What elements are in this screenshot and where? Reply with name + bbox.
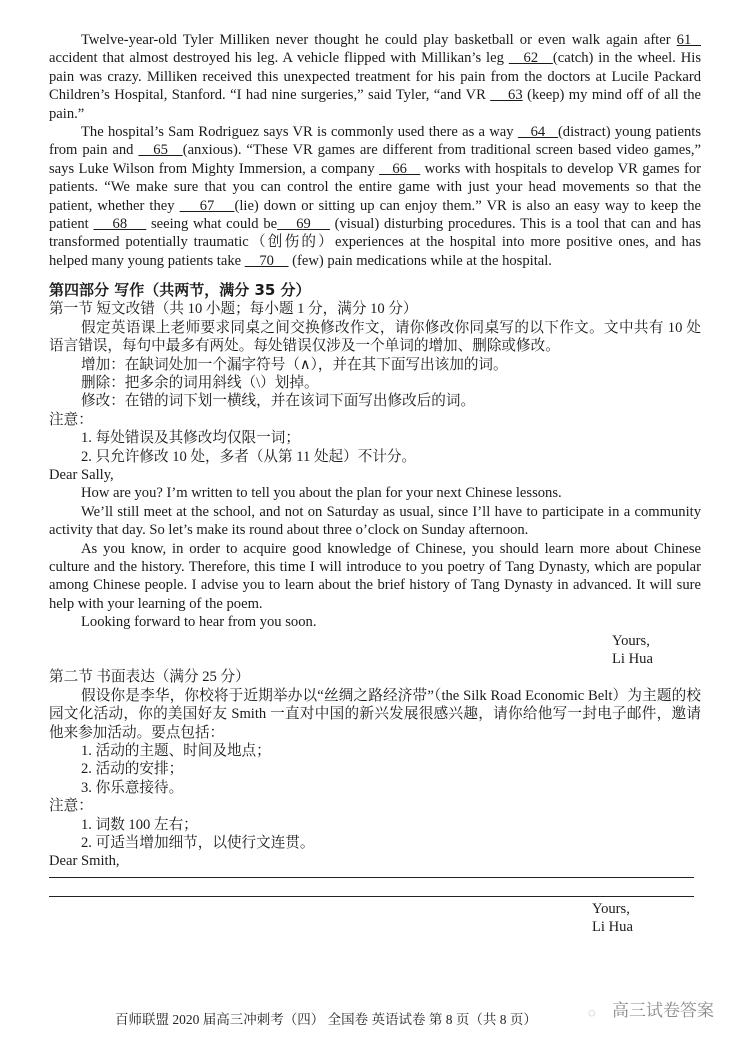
text: (visual) disturbing procedures. This is a tool that can and has transformed potentially traumatic（创伤的）experiences at the hospital into more positive ones, and has helped many young patients take	[49, 216, 701, 269]
blank-69: 69	[277, 216, 330, 233]
letter-signature: Li Hua	[612, 651, 653, 667]
blank-67: 67	[179, 197, 235, 214]
rule-modify: 修改：在错的词下划一横线，并在该词下面写出修改后的词。	[81, 393, 476, 410]
letter-paragraph: We’ll still meet at the school, and not on Saturday as usual, since I’ll have to participate in a community activity that day. So let’s make its round about three o’clock on Sunday afternoon.	[49, 503, 701, 539]
section2-instructions: 假设你是李华，你校将于近期举办以“丝绸之路经济带”（the Silk Road Economic Belt）为主题的校园文化活动，你的美国好友 Smith 一直对中国的新兴发展很感兴趣，请你给他写一封电子邮件，邀请他来参加活动。要点包括：	[49, 687, 701, 741]
text: (few) pain medications while at the hospital.	[288, 252, 552, 269]
letter-greeting: Dear Smith,	[49, 853, 120, 870]
letter-paragraph: Looking forward to hear from you soon.	[81, 614, 317, 631]
note-item: 1. 每处错误及其修改均仅限一词；	[81, 430, 300, 447]
page-footer: 百师联盟 2020 届高三冲刺考（四） 全国卷 英语试卷 第 8 页（共 8 页）	[115, 1012, 537, 1027]
blank-70: 70	[244, 252, 289, 269]
wechat-icon: ◌	[588, 1005, 596, 1020]
watermark: 高三试卷答案	[612, 1001, 714, 1021]
exam-page	[49, 31, 701, 937]
blank-61: 61	[676, 32, 702, 48]
letter-greeting: Dear Sally,	[49, 466, 114, 483]
letter-paragraph: As you know, in order to acquire good knowledge of Chinese, you should learn more about Chinese culture and the history. Therefore, this time I will introduce to you poetry of Tang Dynasty, which are popular among Chinese people. I advise you to learn about the brief history of Tang Dynasty in advanced. It will sure help with your learning of the poem.	[49, 540, 701, 612]
note-label: 注意：	[49, 411, 93, 428]
blank-66: 66	[379, 160, 421, 177]
text: works with hospitals to develop VR games for patients. “We make sure that you can control the entire game with just your head movements so that the patient, whether they	[49, 160, 702, 214]
rule-delete: 删除：把多余的词用斜线（\）划掉。	[81, 374, 319, 391]
section2-title: 第二节 书面表达（满分 25 分）	[49, 669, 250, 686]
letter-paragraph: How are you? I’m written to tell you about the plan for your next Chinese lessons.	[81, 485, 562, 502]
section1-instructions: 假定英语课上老师要求同桌之间交换修改作文，请你修改你同桌写的以下作文。文中共有 10 处语言错误，每句中最多有两处。每处错误仅涉及一个单词的增加、删除或修改。	[49, 319, 701, 355]
note-item: 1. 词数 100 左右；	[81, 816, 198, 833]
point-item: 3. 你乐意接待。	[81, 779, 184, 796]
text: (anxious). “These VR games are different from traditional screen based video games,” says Luke Wilson from Mighty Immersion, a company	[49, 142, 702, 177]
letter-signature: Li Hua	[592, 919, 633, 936]
blank-62: 62	[508, 50, 553, 67]
blank-64: 64	[517, 124, 558, 141]
text: (lie) down or sitting up can enjoy them.” VR is also an easy way to keep the patient	[49, 197, 701, 233]
part4-title: 第四部分 写作（共两节，满分 35 分）	[49, 281, 311, 300]
letter-closing: Yours,	[612, 632, 650, 649]
blank-68: 68	[93, 216, 147, 233]
rule-add: 增加：在缺词处加一个漏字符号（∧），并在其下面写出该加的词。	[81, 356, 508, 373]
text: The hospital’s Sam Rodriguez says VR is commonly used there as a way	[81, 124, 518, 141]
note-label: 注意：	[49, 798, 93, 815]
note-item: 2. 可适当增加细节，以使行文连贯。	[81, 835, 315, 852]
point-item: 1. 活动的主题、时间及地点；	[81, 743, 271, 760]
blank-65: 65	[138, 142, 183, 159]
blank-63: 63	[490, 87, 523, 104]
text: accident that almost destroyed his leg. A vehicle flipped with Millikan’s leg	[49, 50, 509, 67]
text: (catch) in the wheel. His pain was crazy. Milliken received this unexpected treatment for his pain from the doctors at Lucile Packard Children’s Hospital, Stanford. “I had nine surgeries,” said Tyler, “and VR	[49, 50, 701, 104]
passage-paragraph-1	[49, 31, 701, 123]
text: (distract) young patients from pain and	[49, 124, 701, 159]
note-item: 2. 只允许修改 10 处，多者（从第 11 处起）不计分。	[81, 448, 417, 465]
text: Twelve-year-old Tyler Milliken never thought he could play basketball or even walk again after	[81, 32, 677, 48]
passage-paragraph-2	[49, 123, 701, 270]
point-item: 2. 活动的安排；	[81, 761, 184, 778]
text: (keep) my mind off of all the pain.”	[49, 87, 702, 122]
letter-closing: Yours,	[592, 900, 630, 917]
text: seeing what could be	[146, 216, 278, 233]
section1-title: 第一节 短文改错（共 10 小题；每小题 1 分，满分 10 分）	[49, 301, 418, 318]
